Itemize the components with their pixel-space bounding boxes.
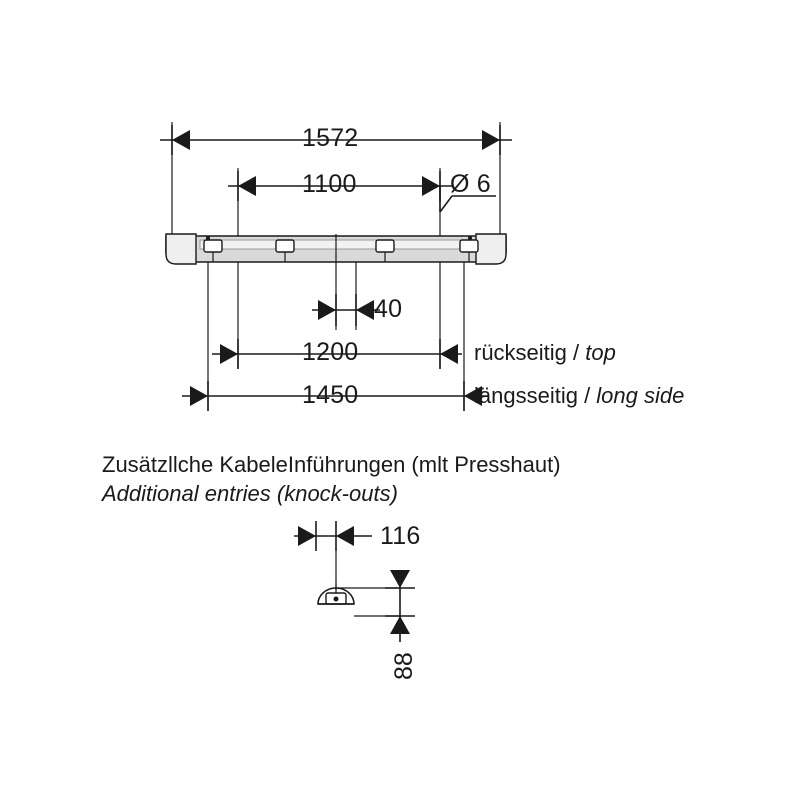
dimension-label-40: 40 bbox=[374, 295, 403, 323]
luminaire-body bbox=[166, 234, 506, 264]
label-rear-side bbox=[474, 340, 616, 366]
dimension-label-116: 116 bbox=[380, 522, 421, 550]
label-rear-sep: / bbox=[566, 340, 586, 365]
dimension-label-88: 88 bbox=[390, 652, 418, 680]
note-english: Additional entries (knock-outs) bbox=[102, 481, 398, 506]
dimension-40 bbox=[312, 294, 380, 326]
label-long-side-de: längsseitig bbox=[474, 383, 578, 408]
label-long-side bbox=[474, 383, 684, 409]
dimension-label-1100: 1100 bbox=[302, 170, 357, 198]
cable-entry-symbol bbox=[318, 583, 354, 604]
dimension-label-1572: 1572 bbox=[302, 124, 359, 152]
label-rear-side-en: top bbox=[585, 340, 616, 365]
label-rear-side-de: rückseitig bbox=[474, 340, 567, 365]
label-long-sep: / bbox=[577, 383, 597, 408]
diameter-label: Ø 6 bbox=[450, 170, 491, 198]
dimension-label-1200: 1200 bbox=[302, 338, 359, 366]
note-german: Zusätzllche KabeleInführungen (mlt Presshaut) bbox=[102, 452, 561, 477]
dimension-label-1450: 1450 bbox=[302, 381, 359, 409]
label-long-side-en: long side bbox=[596, 383, 685, 408]
